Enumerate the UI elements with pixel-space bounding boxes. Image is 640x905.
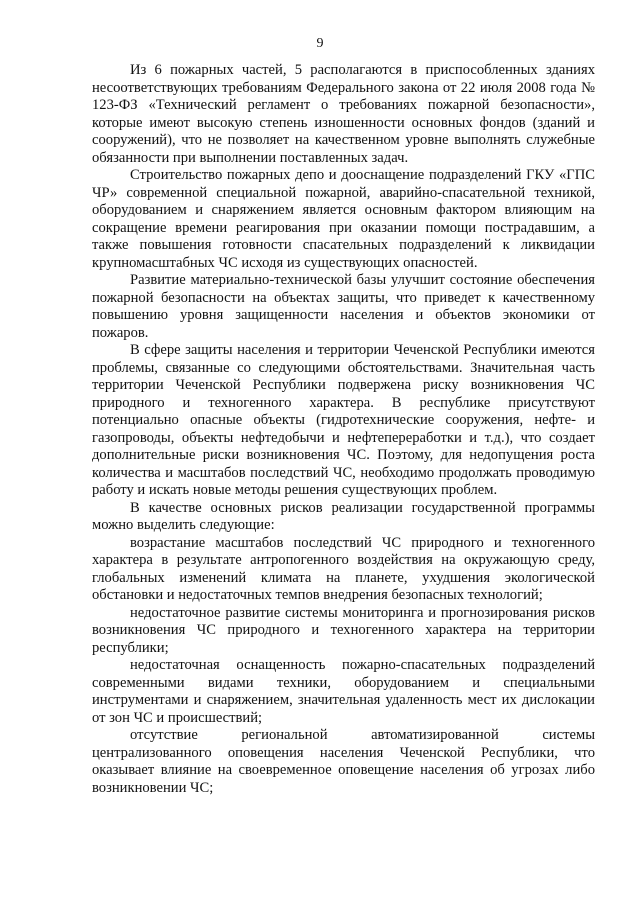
document-body bbox=[92, 62, 595, 797]
paragraph: В сфере защиты населения и территории Чеченской Республики имеются проблемы, связанные со следующими обстоятельствами. Значительная часть территории Чеченской Республики подвержена риску возникновения ЧС природного и техногенного характера. В республике присутствуют потенциально опасные объекты (гидротехнические сооружения, нефте- и газопроводы, объекты нефтедобычи и нефтепереработки и т.д.), что создает дополнительные риски возникновения ЧС. Поэтому, для недопущения роста количества и масштабов последствий ЧС, необходимо продолжать проводимую работу и искать новые методы решения существующих проблем. bbox=[92, 342, 595, 498]
paragraph: Развитие материально-технической базы улучшит состояние обеспечения пожарной безопасности на объектах защиты, что приведет к качественному повышению уровня защищенности населения и объектов экономики от пожаров. bbox=[92, 272, 595, 341]
paragraph: Строительство пожарных депо и дооснащение подразделений ГКУ «ГПС ЧР» современной специальной пожарной, аварийно-спасательной техникой, оборудованием и снаряжением является основным фактором влияющим на сокращение времени реагирования при оказании помощи пострадавшим, а также повышения готовности спасательных подразделений к ликвидации крупномасштабных ЧС исходя из существующих опасностей. bbox=[92, 167, 595, 271]
list-item: недостаточная оснащенность пожарно-спасательных подразделений современными видами техники, оборудованием и специальными инструментами и снаряжением, значительная удаленность мест их дислокации от зон ЧС и происшествий; bbox=[92, 657, 595, 726]
page-number: 9 bbox=[316, 36, 324, 51]
list-item: возрастание масштабов последствий ЧС природного и техногенного характера в результате антропогенного воздействия на окружающую среду, глобальных изменений климата на планете, ухудшения экологической обстановки и недостаточных темпов внедрения безопасных технологий; bbox=[92, 534, 595, 603]
list-item: отсутствие региональной автоматизированной системы централизованного оповещения населения Чеченской Республики, что оказывает влияние на своевременное оповещение населения об угрозах либо возникновении ЧС; bbox=[92, 727, 595, 796]
paragraph: Из 6 пожарных частей, 5 располагаются в приспособленных зданиях несоответствующих требованиям Федерального закона от 22 июля 2008 года № 123-ФЗ «Технический регламент о требованиях пожарной безопасности», которые имеют высокую степень изношенности основных фондов (зданий и сооружений), что не позволяет на качественном уровне выполнять служебные обязанности при выполнении поставленных задач. bbox=[92, 62, 595, 166]
list-item: недостаточное развитие системы мониторинга и прогнозирования рисков возникновения ЧС природного и техногенного характера на территории республики; bbox=[92, 604, 595, 656]
paragraph: В качестве основных рисков реализации государственной программы можно выделить следующие: bbox=[92, 499, 595, 533]
